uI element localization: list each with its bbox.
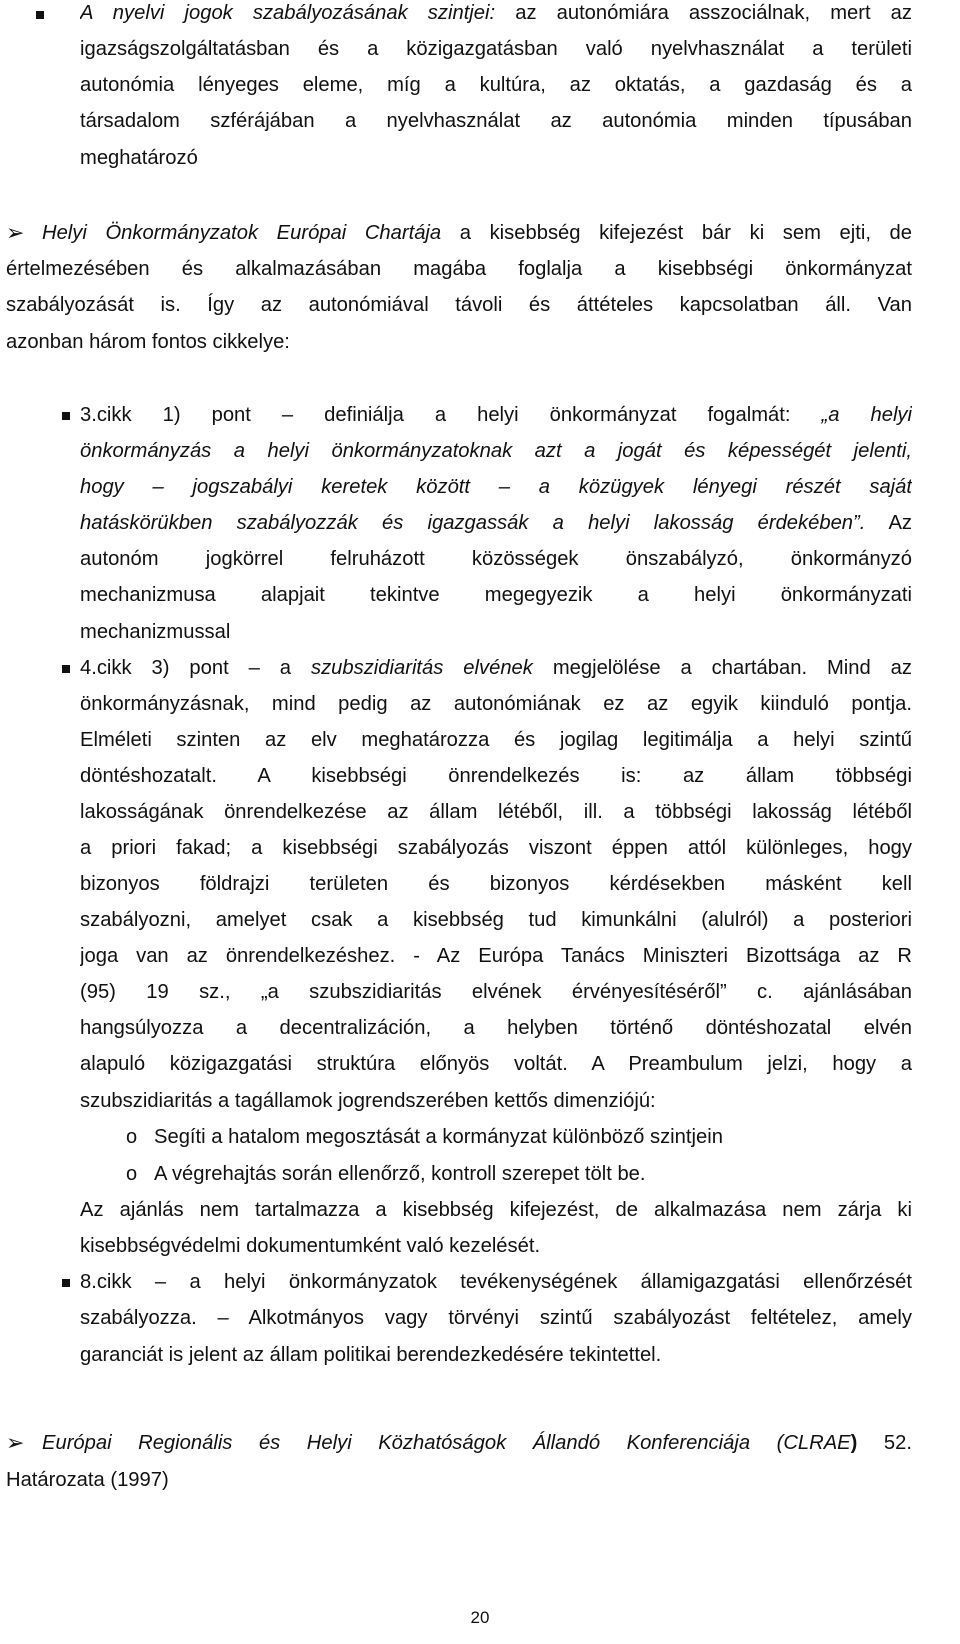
text-line: autonóm jogkörrel felruházott közösségek önszabályzó, önkormányzó <box>80 548 912 570</box>
page-number: 20 <box>470 1608 490 1627</box>
italic-quote: hatáskörükben szabályozzák és igazgassák a helyi lakosság érdekében”. <box>80 512 866 534</box>
text-line: önkormányzás a helyi önkormányzatoknak azt a jogát és képességét jelenti, <box>80 440 912 462</box>
text-line: mechanizmusa alapjait tekintve megegyezik a helyi önkormányzati <box>80 584 912 606</box>
text-span: 52. <box>857 1432 912 1454</box>
arrow-bullet-icon: ➢ <box>6 220 25 245</box>
italic-quote: „a helyi <box>821 404 912 426</box>
text-span: a kisebbség kifejezést bár ki sem ejti, de <box>441 222 912 244</box>
text-line <box>80 0 912 28</box>
charter-title: Helyi Önkormányzatok Európai Chartája <box>42 222 442 244</box>
text-line: hogy – jogszabályi keretek között – a közügyek lényegi részét saját <box>80 476 912 498</box>
square-bullet-icon <box>62 1279 70 1287</box>
text-line: alapuló közigazgatási struktúra előnyös voltát. A Preambulum jelzi, hogy a <box>80 1053 912 1075</box>
text-line: társadalom szférájában a nyelvhasználat az autonómia minden típusában <box>80 110 912 132</box>
sub-bullet-icon: o <box>126 1126 138 1148</box>
square-bullet-icon <box>62 665 70 673</box>
text-span: az autonómiára asszociálnak, mert az <box>495 2 912 24</box>
text-span: megjelölése a chartában. Mind az <box>532 657 912 679</box>
italic-term: A nyelvi jogok szabályozásának szintjei: <box>80 2 496 24</box>
text-line: a priori fakad; a kisebbségi szabályozás viszont éppen attól különleges, hogy <box>80 837 912 859</box>
text-span: Az <box>865 512 912 534</box>
text-line: meghatározó <box>80 147 198 169</box>
text-line: hangsúlyozza a decentralizáción, a helyben történő döntéshozatal elvén <box>80 1017 912 1039</box>
arrow-bullet-icon: ➢ <box>6 1430 25 1455</box>
sub-list-item: A végrehajtás során ellenőrző, kontroll szerepet tölt be. <box>154 1163 646 1185</box>
bold-paren: ) <box>850 1432 858 1454</box>
text-line: értelmezésében és alkalmazásában magába foglalja a kisebbségi önkormányzat <box>6 258 912 280</box>
text-line: bizonyos földrajzi területen és bizonyos kérdésekben másként kell <box>80 873 912 895</box>
conference-title: Európai Regionális és Helyi Közhatóságok Állandó Konferenciája (CLRAE <box>42 1432 851 1454</box>
text-line: mechanizmussal <box>80 621 231 643</box>
text-line: igazságszolgáltatásban és a közigazgatásban való nyelvhasználat a területi <box>80 38 912 60</box>
text-line: Elméleti szinten az elv meghatározza és jogilag legitimálja a helyi szintű <box>80 729 912 751</box>
text-span: 4.cikk 3) pont – a <box>80 657 311 679</box>
text-line: 8.cikk – a helyi önkormányzatok tevékenységének államigazgatási ellenőrzését <box>80 1271 912 1293</box>
text-line <box>80 402 912 430</box>
text-line <box>80 655 912 683</box>
text-line <box>42 1430 912 1458</box>
text-line: joga van az önrendelkezéshez. - Az Európa Tanács Miniszteri Bizottsága az R <box>80 945 912 967</box>
text-line: döntéshozatalt. A kisebbségi önrendelkezés is: az állam többségi <box>80 765 912 787</box>
text-line <box>80 510 912 538</box>
text-line: Határozata (1997) <box>6 1469 169 1491</box>
text-line: lakosságának önrendelkezése az állam létéből, ill. a többségi lakosság létéből <box>80 801 912 823</box>
square-bullet-icon <box>36 11 44 19</box>
italic-term: szubszidiaritás elvének <box>310 657 533 679</box>
text-line: garanciát is jelent az állam politikai berendezkedésére tekintettel. <box>80 1344 662 1366</box>
text-line: kisebbségvédelmi dokumentumként való kezelését. <box>80 1235 541 1257</box>
text-line <box>42 220 912 248</box>
sub-bullet-icon: o <box>126 1163 138 1185</box>
sub-list-item: Segíti a hatalom megosztását a kormányzat különböző szintjein <box>154 1126 723 1148</box>
text-line: szabályozását is. Így az autonómiával távoli és áttételes kapcsolatban áll. Van <box>6 294 912 316</box>
text-line: szabályozza. – Alkotmányos vagy törvényi szintű szabályozást feltételez, amely <box>80 1307 912 1329</box>
square-bullet-icon <box>62 412 70 420</box>
text-line: önkormányzásnak, mind pedig az autonómiának ez az egyik kiinduló pontja. <box>80 693 912 715</box>
text-line: (95) 19 sz., „a szubszidiaritás elvének érvényesítéséről” c. ajánlásában <box>80 981 912 1003</box>
text-line: autonómia lényeges eleme, míg a kultúra, az oktatás, a gazdaság és a <box>80 74 912 96</box>
text-line: szubszidiaritás a tagállamok jogrendszerében kettős dimenziójú: <box>80 1090 656 1112</box>
text-span: 3.cikk 1) pont – definiálja a helyi önkormányzat fogalmát: <box>80 404 822 426</box>
text-line: Az ajánlás nem tartalmazza a kisebbség kifejezést, de alkalmazása nem zárja ki <box>80 1199 912 1221</box>
text-line: azonban három fontos cikkelye: <box>6 331 290 353</box>
text-line: szabályozni, amelyet csak a kisebbség tud kimunkálni (alulról) a posteriori <box>80 909 912 931</box>
